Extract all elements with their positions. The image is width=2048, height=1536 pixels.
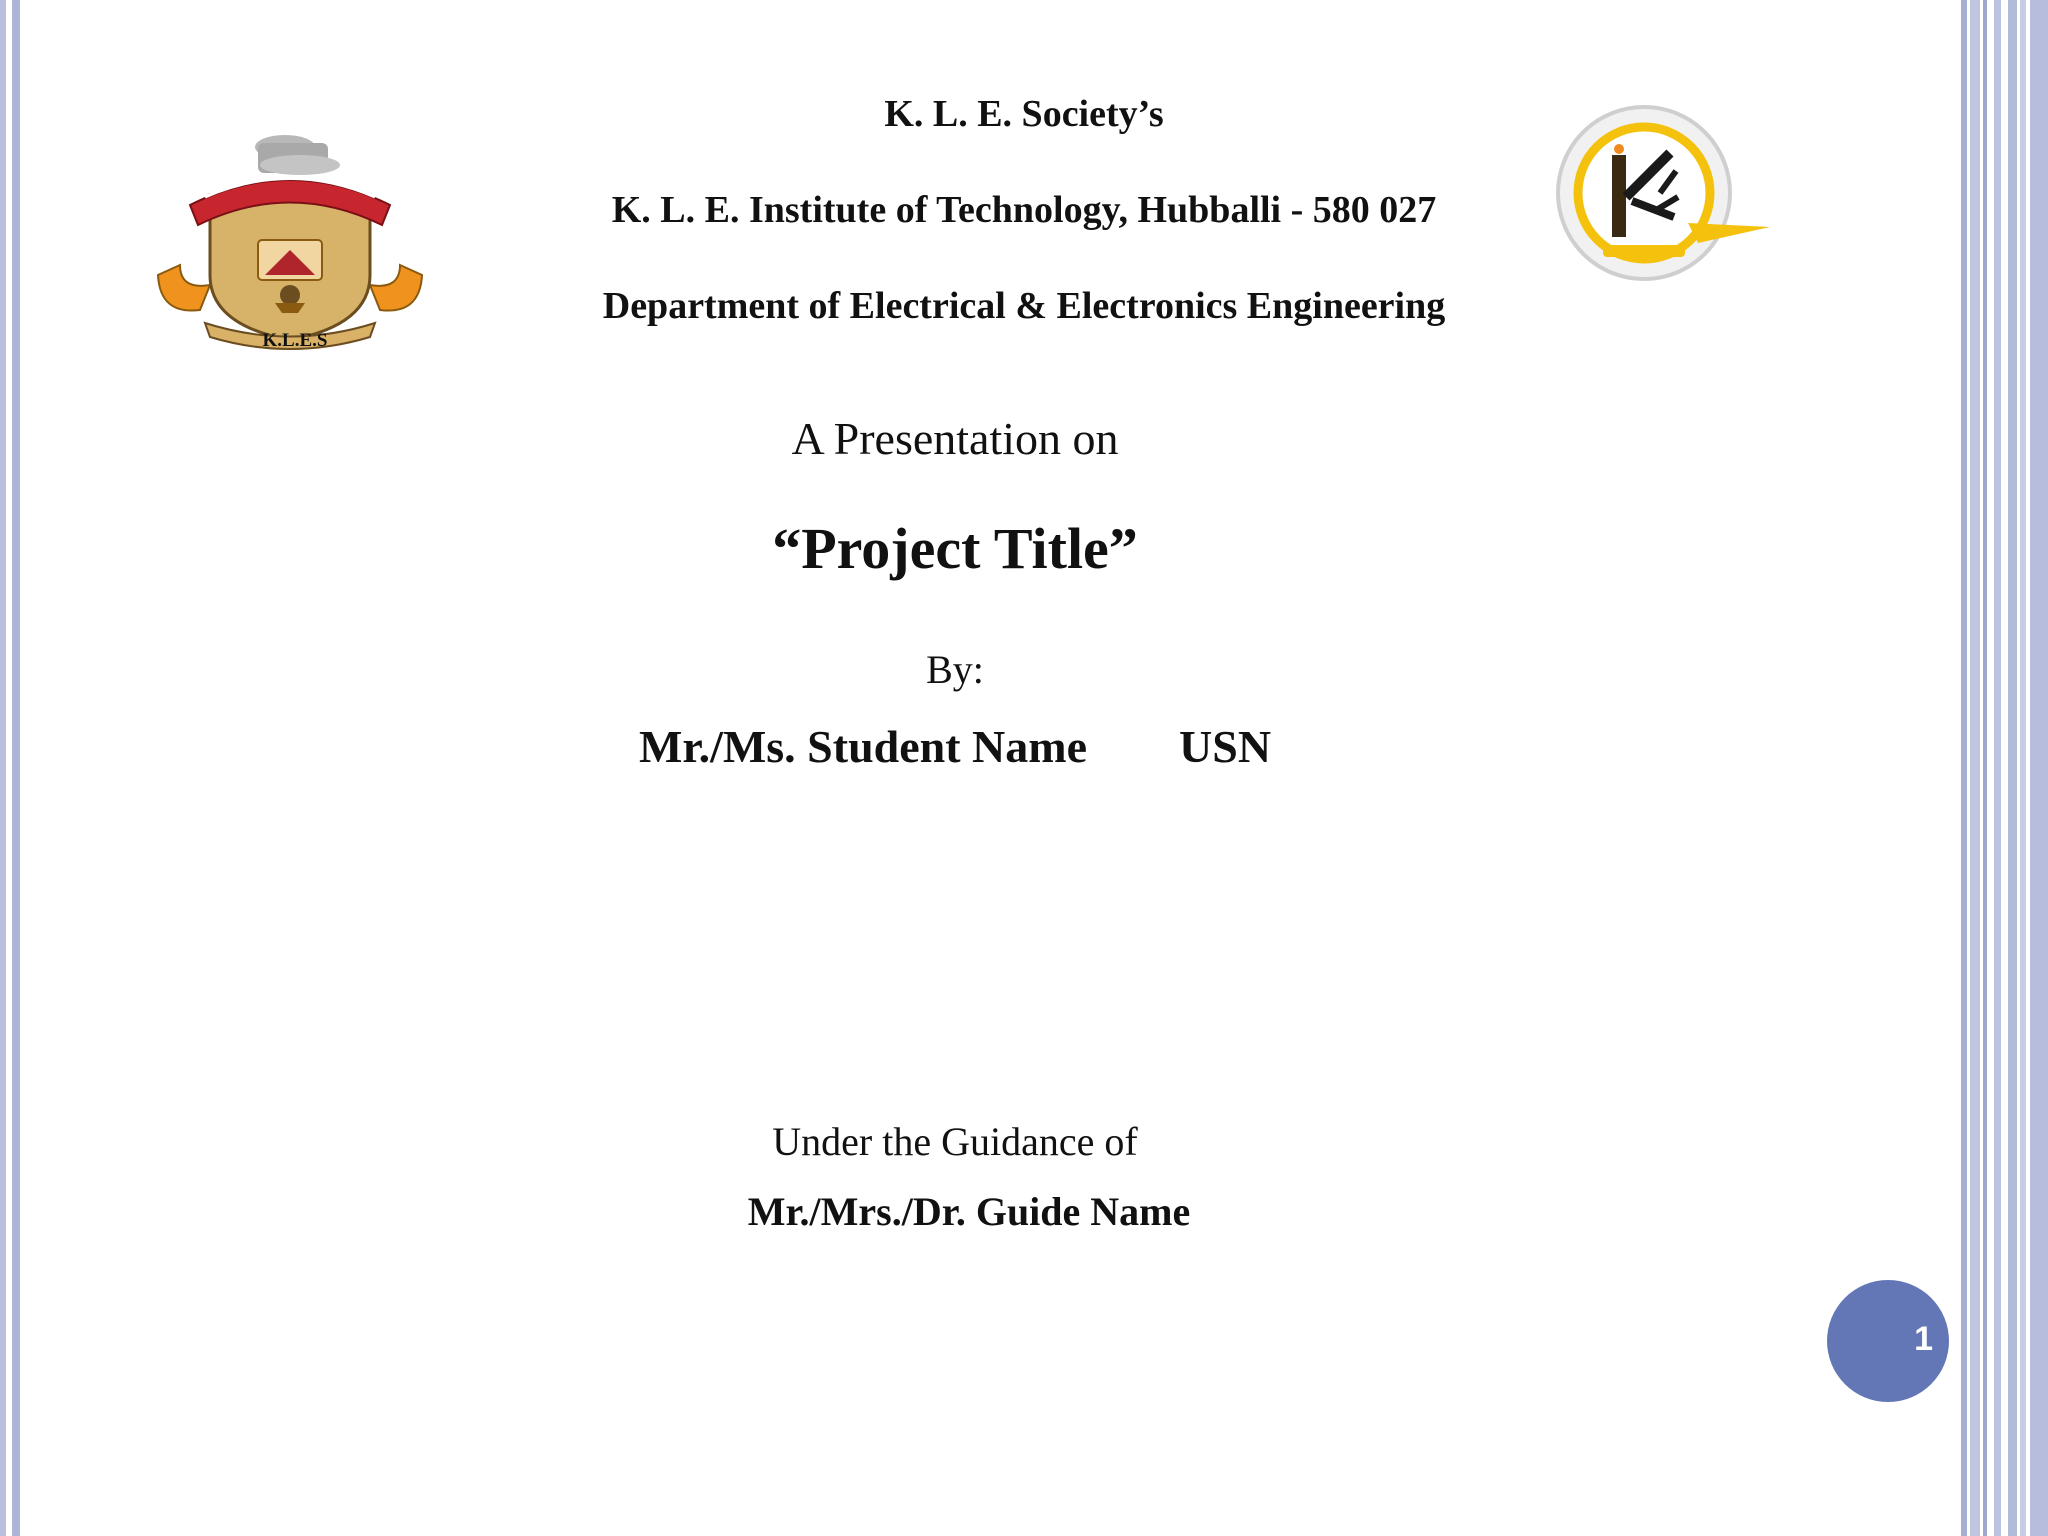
institute-name: K. L. E. Institute of Technology, Hubballi - 580 027 xyxy=(611,189,1437,231)
project-title: “Project Title” xyxy=(772,516,1138,581)
student-row xyxy=(0,720,1910,773)
department-name: Department of Electrical & Electronics Engineering xyxy=(602,285,1446,327)
guidance-label: Under the Guidance of xyxy=(772,1119,1138,1164)
page-number-badge xyxy=(1827,1280,1949,1402)
by-label: By: xyxy=(926,647,984,692)
student-usn: USN xyxy=(1179,721,1272,772)
society-name: K. L. E. Society’s xyxy=(884,93,1164,135)
student-name: Mr./Ms. Student Name xyxy=(638,721,1088,772)
guide-name: Mr./Mrs./Dr. Guide Name xyxy=(747,1189,1191,1234)
presentation-intro: A Presentation on xyxy=(791,413,1119,464)
kles-caption: K.L.E.S xyxy=(262,330,328,351)
page-number: 1 xyxy=(1914,1320,1933,1358)
